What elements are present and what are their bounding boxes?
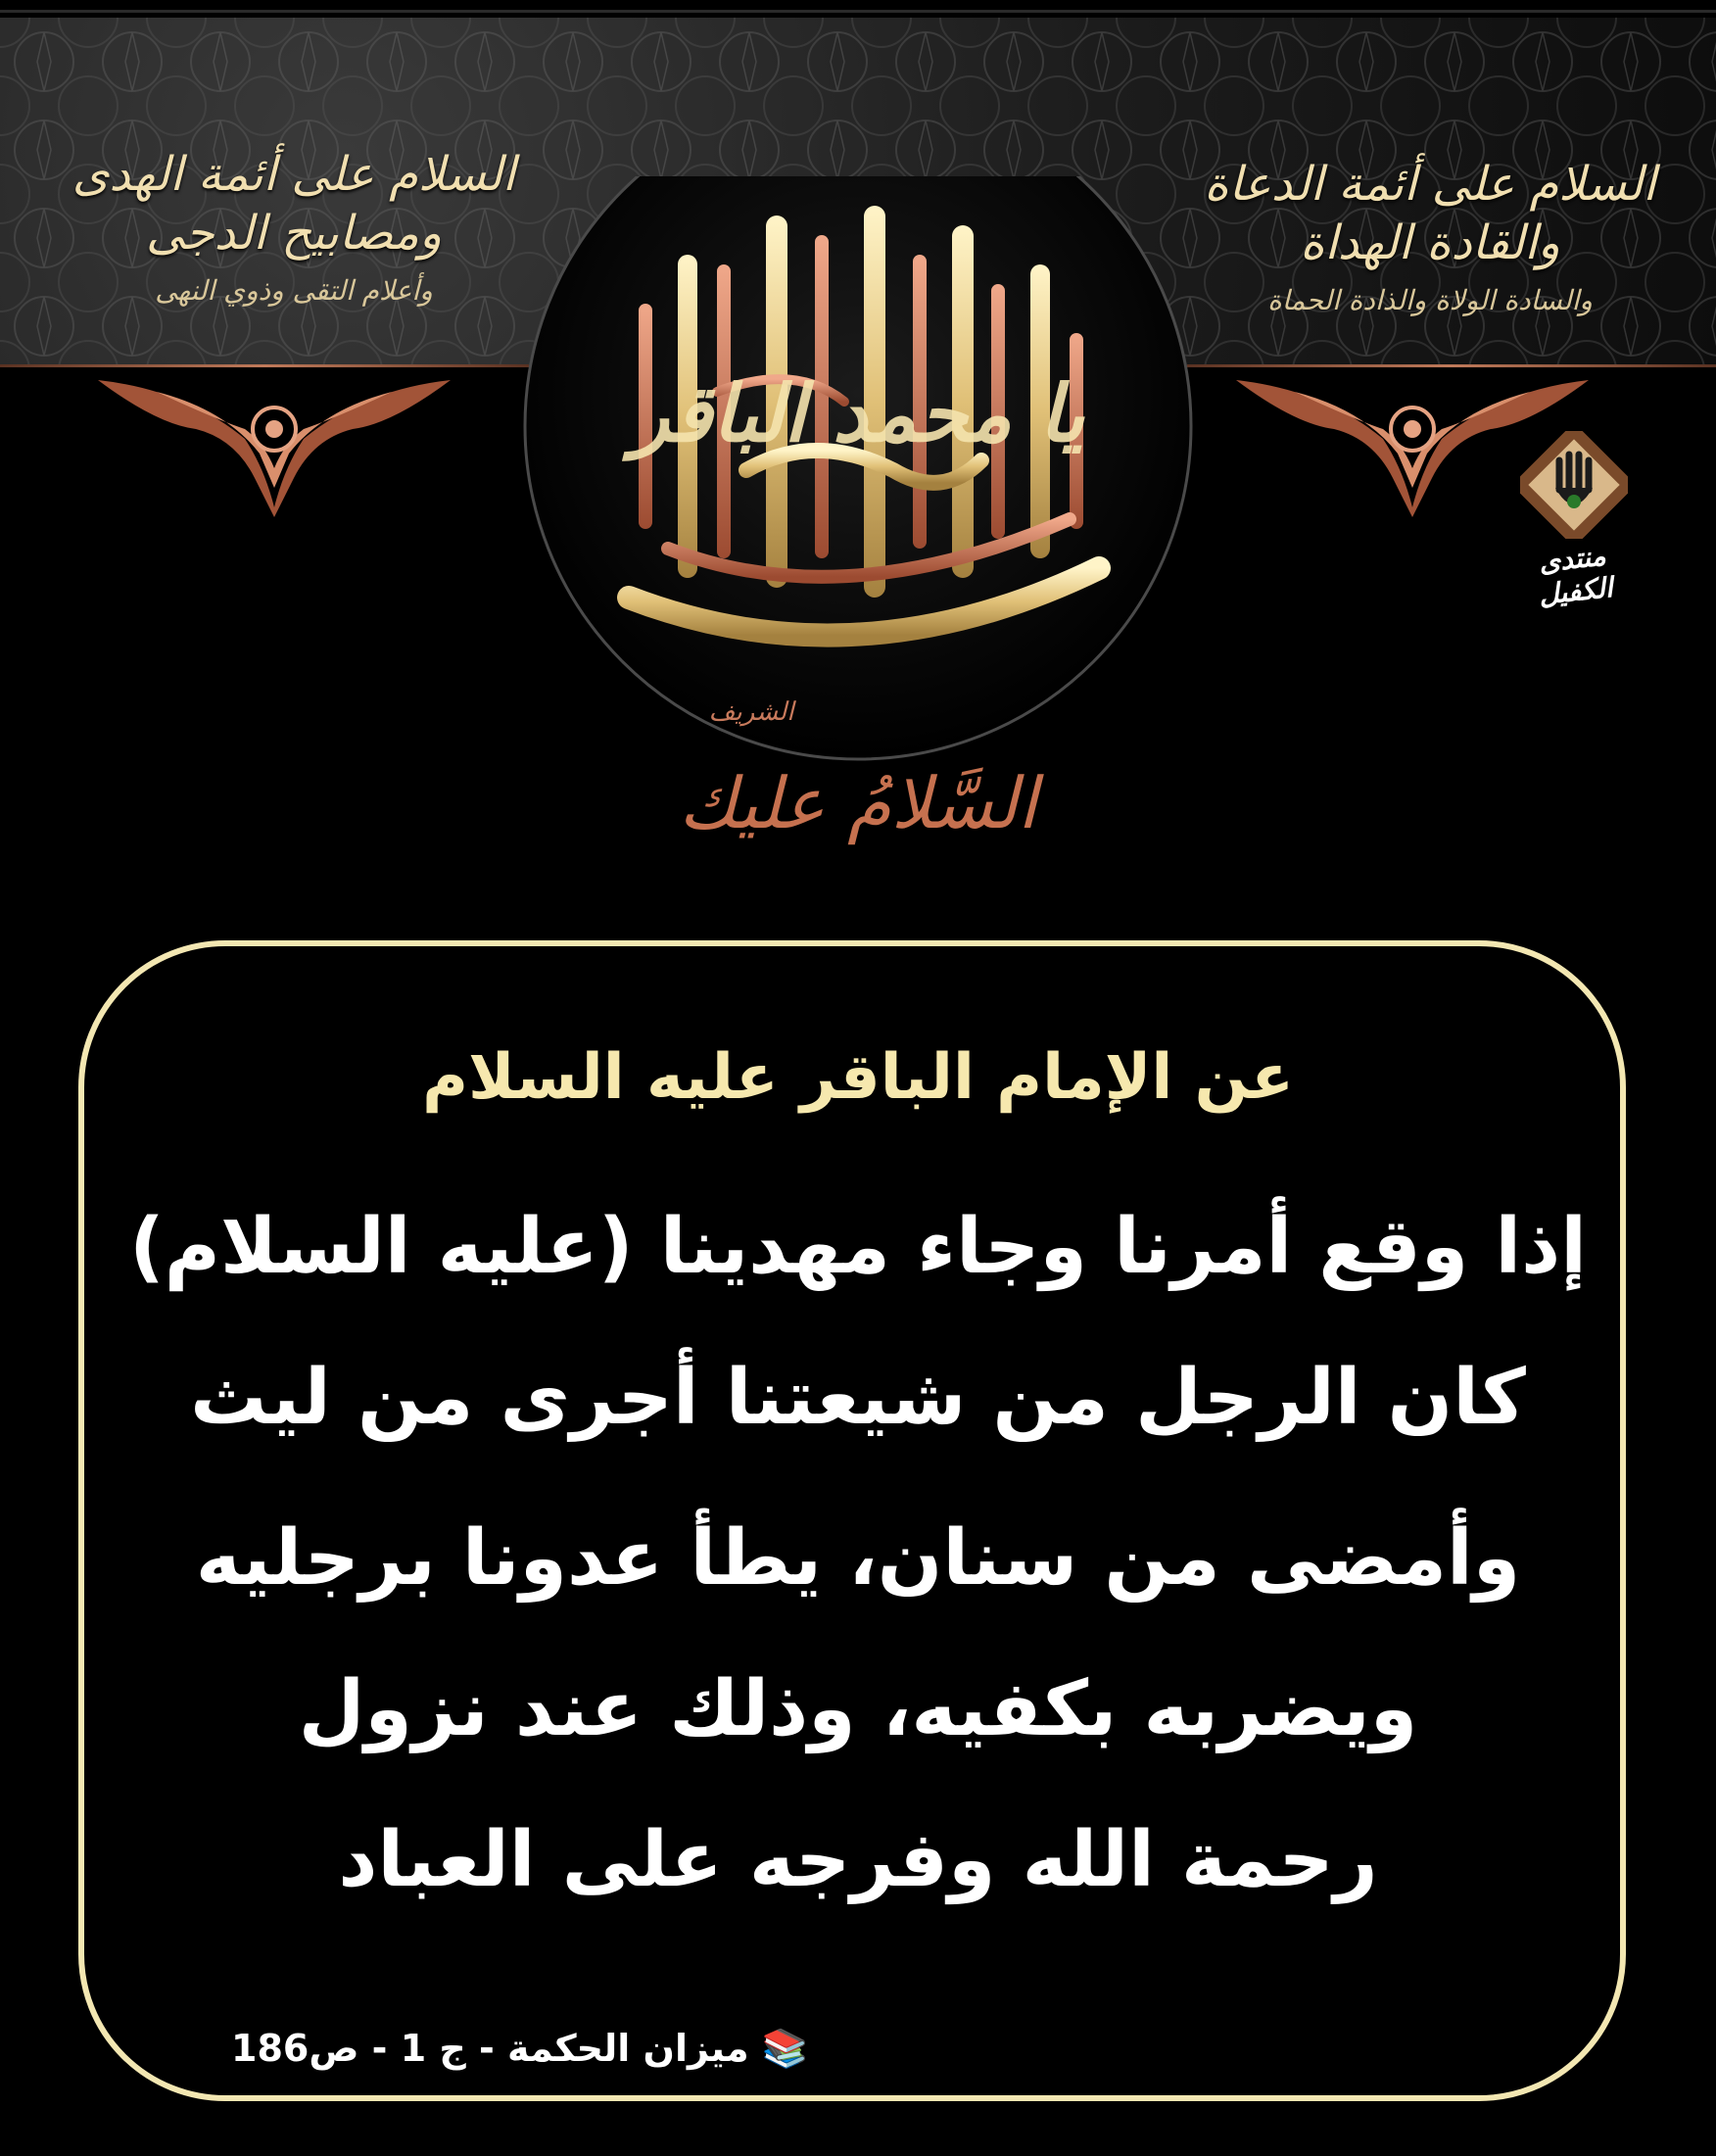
right-rule <box>1187 364 1716 367</box>
medallion-honorific: الشريف <box>708 697 794 727</box>
hadith-title: عن الإمام الباقر عليه السلام <box>422 1041 1294 1114</box>
hadith-line-1: إذا وقع أمرنا وجاء مهدينا (عليه السلام) <box>129 1203 1587 1291</box>
header-right-sub: والسادة الولاة والذادة الحماة <box>1267 284 1593 316</box>
header-left-text <box>29 145 558 310</box>
hadith-line-4: ويضربه بكفيه، وذلك عند نزول <box>298 1665 1418 1753</box>
left-ornament <box>98 370 451 517</box>
medallion <box>521 176 1195 862</box>
header-left-sub: وأعلام التقى وذوي النهى <box>155 274 433 307</box>
hadith-source: 📚 ميزان الحكمة - ج 1 - ص186 <box>231 2027 809 2070</box>
medallion-art <box>521 176 1195 862</box>
hadith-line-2: كان الرجل من شيعتنا أجرى من ليث <box>190 1354 1526 1442</box>
hadith-line-5: رحمة الله وفرجه على العباد <box>338 1816 1378 1904</box>
medallion-greeting: السَّلامُ عليك <box>679 762 1037 844</box>
hand-emblem-icon <box>1520 431 1628 539</box>
top-rule <box>0 10 1716 13</box>
left-rule <box>0 364 529 367</box>
header-right-main: السلام على أئمة الدعاة والقادة الهداة <box>1204 157 1656 270</box>
hadith-line-3: وأمضى من سنان، يطأ عدونا برجليه <box>195 1514 1521 1603</box>
forum-logo <box>1501 431 1647 617</box>
header-right-text <box>1166 155 1694 319</box>
header-left-main: السلام على أئمة الهدى ومصابيح الدجى <box>72 147 516 261</box>
logo-caption: منتدى الكفيل <box>1537 539 1615 611</box>
medallion-calligraphy: يا محمد الباقر <box>631 367 1085 459</box>
